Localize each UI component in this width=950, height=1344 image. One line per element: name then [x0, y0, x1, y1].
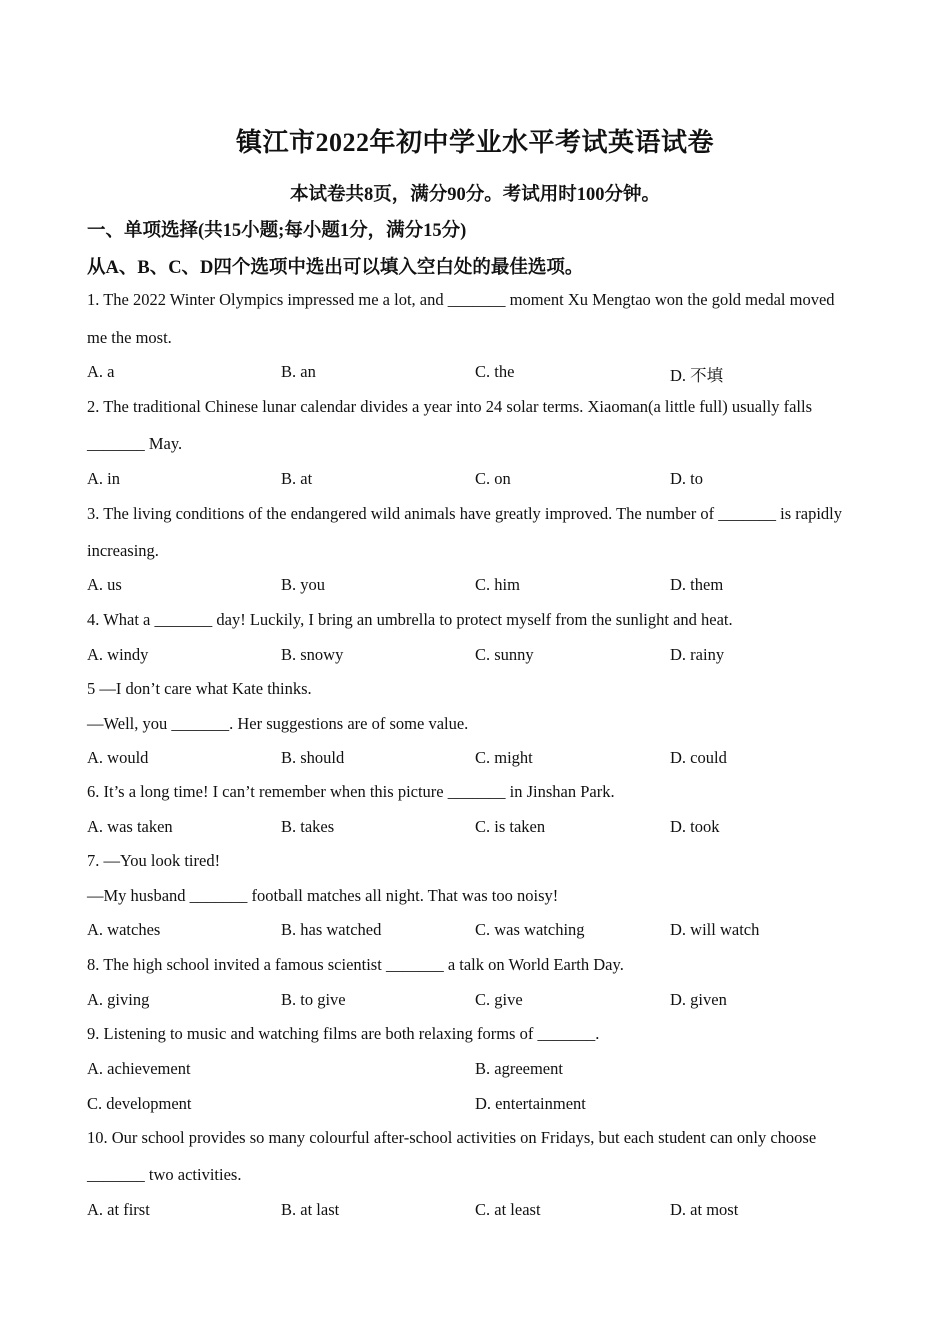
question-6-options — [87, 817, 867, 839]
question-1-option-b[interactable]: B. an — [281, 362, 316, 381]
question-5-line-1: 5 —I don’t care what Kate thinks. — [87, 679, 312, 698]
question-1-option-c[interactable]: C. the — [475, 362, 515, 381]
question-6-option-b[interactable]: B. takes — [281, 817, 335, 836]
question-2-option-a[interactable]: A. in — [87, 469, 120, 488]
question-4-option-b[interactable]: B. snowy — [281, 645, 344, 664]
question-2-option-c[interactable]: C. on — [475, 469, 511, 488]
question-7-line-1: 7. —You look tired! — [87, 851, 221, 870]
question-3-line-2: increasing. — [87, 541, 159, 560]
question-6-option-a[interactable]: A. was taken — [87, 817, 173, 836]
question-3-option-c[interactable]: C. him — [475, 575, 520, 594]
question-1-option-a[interactable]: A. a — [87, 362, 115, 381]
question-2-options — [87, 469, 867, 491]
question-6-line-1: 6. It’s a long time! I can’t remember when this picture _______ in Jinshan Park. — [87, 782, 615, 801]
question-9-option-a[interactable]: A. achievement — [87, 1059, 191, 1078]
section-heading: 一、单项选择(共15小题;每小题1分，满分15分) — [87, 221, 467, 241]
question-7-line-2: —My husband _______ football matches all night. That was too noisy! — [87, 886, 559, 905]
question-8-options — [87, 990, 867, 1012]
question-10-line-1: 10. Our school provides so many colourful after-school activities on Fridays, but each student can only choose — [87, 1128, 817, 1147]
exam-info: 本试卷共8页，满分90分。考试用时100分钟。 — [289, 185, 660, 205]
question-8-option-b[interactable]: B. to give — [281, 990, 346, 1009]
question-4-options — [87, 645, 867, 667]
question-7-option-b[interactable]: B. has watched — [281, 920, 382, 939]
question-1-option-d[interactable]: D. 不填 — [670, 366, 724, 385]
question-3-options — [87, 575, 867, 597]
question-8-option-a[interactable]: A. giving — [87, 990, 150, 1009]
question-2-line-2: _______ May. — [87, 434, 183, 453]
question-3-option-d[interactable]: D. them — [670, 575, 724, 594]
question-1-options — [87, 362, 867, 384]
question-7-option-d[interactable]: D. will watch — [670, 920, 760, 939]
question-3-option-a[interactable]: A. us — [87, 575, 122, 594]
question-5-option-c[interactable]: C. might — [475, 748, 533, 767]
question-6-option-d[interactable]: D. took — [670, 817, 720, 836]
question-4-line-1: 4. What a _______ day! Luckily, I bring an umbrella to protect myself from the sunlight and heat. — [87, 610, 733, 629]
question-9-option-d[interactable]: D. entertainment — [475, 1094, 586, 1113]
question-9-line-1: 9. Listening to music and watching films are both relaxing forms of _______. — [87, 1024, 600, 1043]
question-5-option-a[interactable]: A. would — [87, 748, 149, 767]
question-10-option-a[interactable]: A. at first — [87, 1200, 150, 1219]
question-10-option-b[interactable]: B. at last — [281, 1200, 340, 1219]
question-2-line-1: 2. The traditional Chinese lunar calendar divides a year into 24 solar terms. Xiaoman(a little full) usually falls — [87, 397, 813, 416]
question-10-options — [87, 1200, 867, 1222]
question-2-option-d[interactable]: D. to — [670, 469, 703, 488]
question-5-options — [87, 748, 867, 770]
question-6-option-c[interactable]: C. is taken — [475, 817, 546, 836]
question-4-option-d[interactable]: D. rainy — [670, 645, 725, 664]
question-4-option-a[interactable]: A. windy — [87, 645, 149, 664]
question-3-option-b[interactable]: B. you — [281, 575, 326, 594]
section-instruction: 从A、B、C、D四个选项中选出可以填入空白处的最佳选项。 — [87, 258, 584, 278]
question-9-option-b[interactable]: B. agreement — [475, 1059, 563, 1078]
question-7-option-a[interactable]: A. watches — [87, 920, 161, 939]
question-9-options-row-2 — [87, 1094, 867, 1116]
question-9-option-c[interactable]: C. development — [87, 1094, 192, 1113]
question-5-option-d[interactable]: D. could — [670, 748, 727, 767]
question-4-option-c[interactable]: C. sunny — [475, 645, 534, 664]
question-10-option-c[interactable]: C. at least — [475, 1200, 541, 1219]
question-5-line-2: —Well, you _______. Her suggestions are of some value. — [87, 714, 469, 733]
question-9-options-row-1 — [87, 1059, 867, 1081]
question-1-line-2: me the most. — [87, 328, 172, 347]
question-10-line-2: _______ two activities. — [87, 1165, 242, 1184]
page-title: 镇江市2022年初中学业水平考试英语试卷 — [235, 128, 714, 157]
question-8-option-c[interactable]: C. give — [475, 990, 523, 1009]
question-3-line-1: 3. The living conditions of the endangered wild animals have greatly improved. The number of _______ is rapidly — [87, 504, 843, 523]
question-10-option-d[interactable]: D. at most — [670, 1200, 739, 1219]
question-1-line-1: 1. The 2022 Winter Olympics impressed me a lot, and _______ moment Xu Mengtao won the gold medal moved — [87, 290, 835, 309]
question-5-option-b[interactable]: B. should — [281, 748, 345, 767]
question-2-option-b[interactable]: B. at — [281, 469, 313, 488]
question-7-option-c[interactable]: C. was watching — [475, 920, 585, 939]
question-8-line-1: 8. The high school invited a famous scientist _______ a talk on World Earth Day. — [87, 955, 624, 974]
question-8-option-d[interactable]: D. given — [670, 990, 727, 1009]
question-7-options — [87, 920, 867, 942]
